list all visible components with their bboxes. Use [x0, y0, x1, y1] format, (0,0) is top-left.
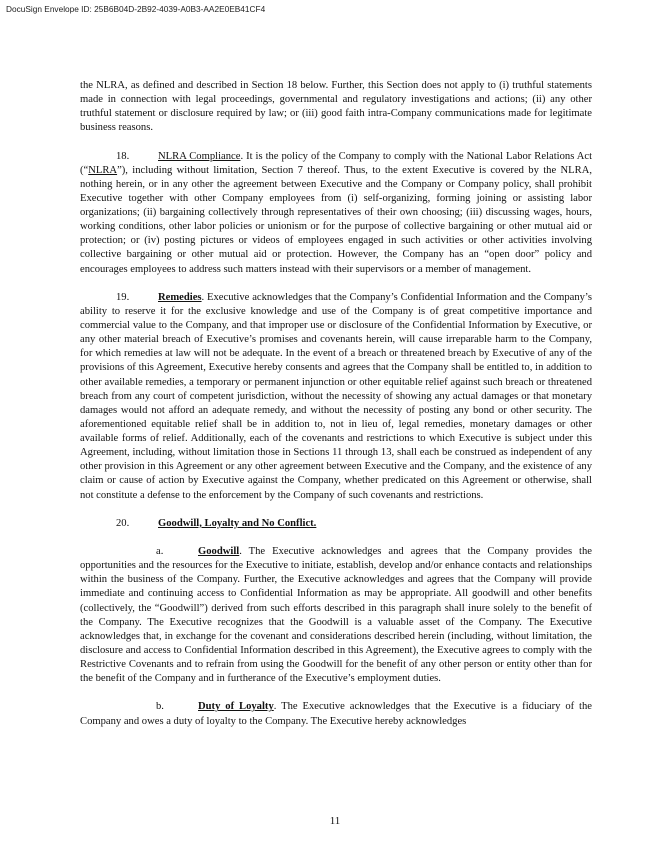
section-20b — [80, 700, 592, 728]
section-20-title: Goodwill, Loyalty and No Conflict. — [158, 517, 317, 529]
section-18-title: NLRA Compliance — [158, 150, 241, 162]
section-20 — [80, 517, 592, 531]
section-20a-text: . The Executive acknowledges and agrees that the Company provides the opportunities and the resources for the Executive to initiate, establish, develop and/or enhance contacts and relationships within the business of the Company. Further, the Executive acknowledges and agrees that the Company will provide immediate and continuing access to Confidential Information as may be appropriate. All goodwill and other benefits (collectively, the “Goodwill”) derived from such efforts described in this paragraph shall inure solely to the benefit of the Company. The Executive recognizes that the Goodwill is a valuable asset of the Company. The Executive acknowledges that, in exchange for the covenant and considerations described herein (including, without limitation, the disclosure and access to Confidential Information described in this Agreement), the Executive agrees to comply with the Restrictive Covenants and to refrain from using the Goodwill for the benefit of any other person or entity other than for the benefit of the Company and in furtherance of the Executive’s employment duties. — [80, 546, 592, 685]
intro-paragraph: the NLRA, as defined and described in Section 18 below. Further, this Section does not apply to (i) truthful statements made in connection with legal proceedings, governmental and regulatory investigations and actions; (ii) any other truthful statement or disclosure required by law; or (iii) good faith intra-Company communications made for legitimate business reasons. — [80, 80, 592, 134]
section-20a — [80, 545, 592, 686]
section-18-defined-term: NLRA — [88, 164, 118, 176]
section-19 — [80, 291, 592, 503]
section-18 — [80, 150, 592, 277]
section-20b-title: Duty of Loyalty — [198, 701, 274, 713]
page-number: 11 — [329, 815, 341, 827]
document-body — [80, 79, 592, 743]
section-20b-text: . The Executive acknowledges that the Executive is a fiduciary of the Company and owes a duty of loyalty to the Company. The Executive hereby acknowledges — [80, 701, 592, 727]
section-20a-letter: a. — [156, 546, 164, 558]
section-20-number: 20. — [116, 517, 130, 529]
section-18-number: 18. — [116, 150, 130, 162]
section-18-lead: . It is the policy of the Company to comply with the National Labor Relations Act (“ — [80, 150, 593, 176]
section-20b-letter: b. — [156, 701, 164, 713]
section-19-number: 19. — [116, 291, 130, 303]
section-19-text: . Executive acknowledges that the Company’s Confidential Information and the Company’s ability to reserve it for the exclusive knowledge and use of the Company is of great competitive importance and commercial value to the Company, and that improper use or disclosure of the Confidential Information by Executive, or any other material breach of Executive’s promises and covenants herein, will cause irreparable harm to the Company, for which remedies at law will not be adequate. In the event of a breach or threatened breach by Executive of any of the provisions of this Agreement, Executive hereby consents and agrees that the Company shall be entitled to, in addition to other available remedies, a temporary or permanent injunction or other equitable relief against such breach or threatened breach from any court of competent jurisdiction, without the necessity of showing any actual damages or that monetary damages would not afford an adequate remedy, and without the necessity of posting any bond or other security. The aforementioned equitable relief shall be in addition to, not in lieu of, legal remedies, monetary damages or other available forms of relief. Additionally, each of the covenants and restrictions to which Executive is subject under this Agreement, including, without limitation those in Sections 11 through 13, shall each be construed as independent of any other provision in this Agreement or any other agreement between Executive and the Company, and the existence of any claim or cause of action by Executive against the Company, whether predicated on this Agreement or otherwise, shall not constitute a defense to the enforcement by the Company of such covenants and restrictions. — [80, 291, 592, 501]
section-18-text: ”), including without limitation, Section 7 thereof. Thus, to the extent Executive is covered by the NLRA, nothing herein, or in any other the agreement between Executive and the Company or Company policy, shall prohibit Executive together with other Company employees from (i) self-organizing, forming joining or assisting labor organizations; (ii) bargaining collectively through representatives of their own choosing; (iii) discussing wages, hours, working conditions, other labor policies or unionism or for the purpose of collective bargaining or other mutual aid or protection; or (iv) posting pictures or videos of employees engaged in such activities or other activities involving collective bargaining or other mutual aid or protection. However, the Company has an “open door” policy and encourages employees to address such matters instead with their supervisors or a member of management. — [80, 164, 592, 275]
envelope-id: DocuSign Envelope ID: 25B6B04D-2B92-4039-A0B3-AA2E0EB41CF4 — [6, 4, 266, 14]
section-20a-title: Goodwill — [198, 546, 240, 558]
section-19-title: Remedies — [158, 291, 202, 303]
